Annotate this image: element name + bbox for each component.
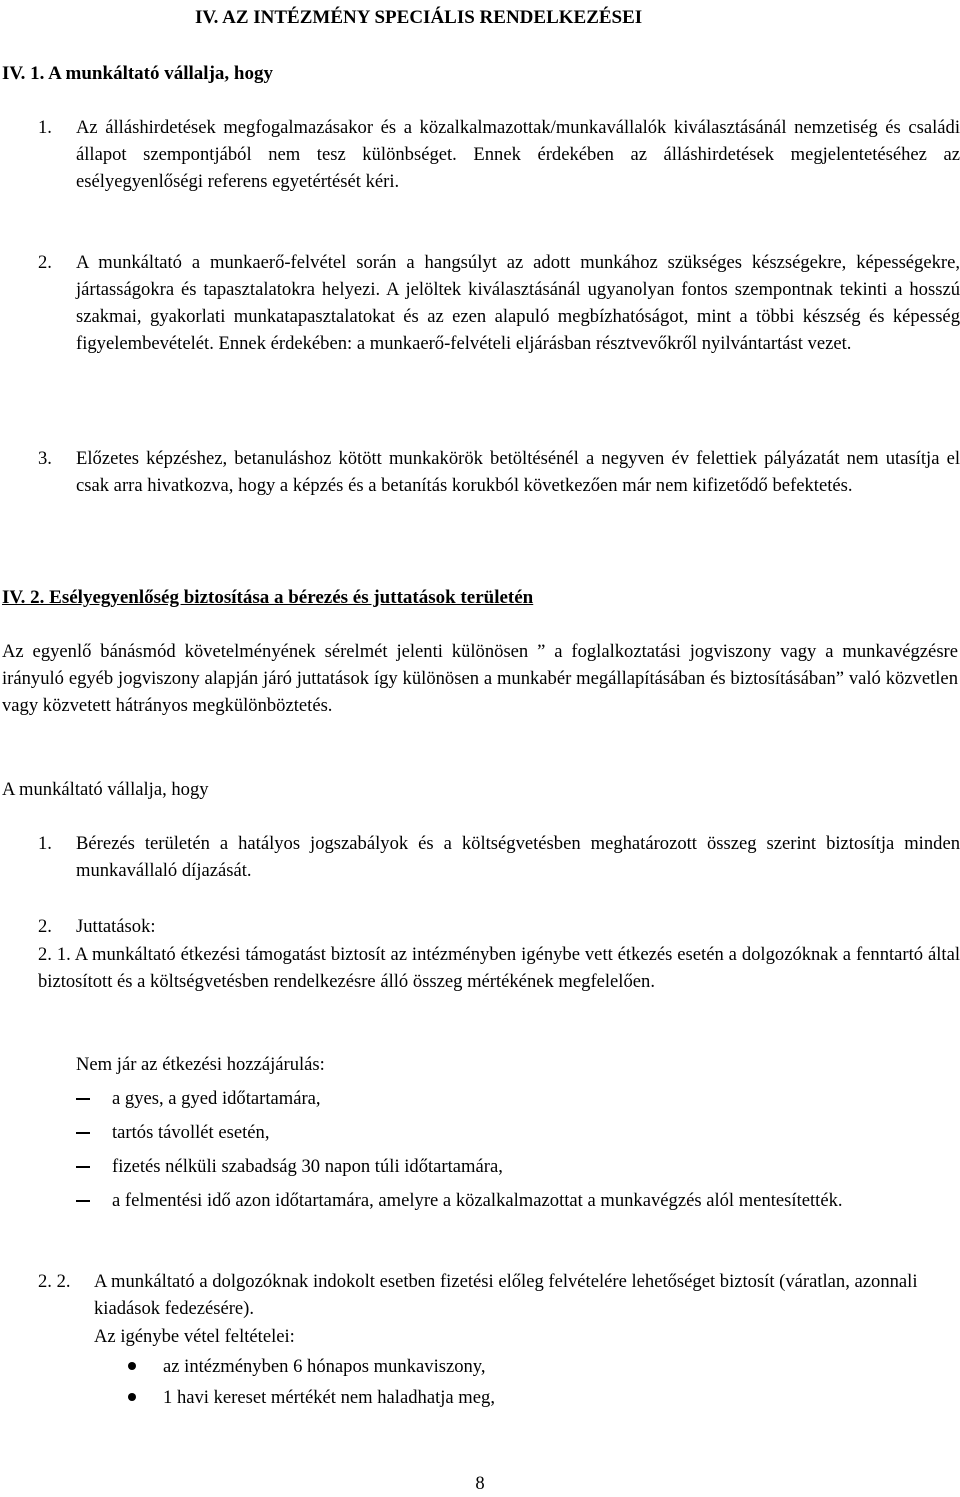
dash-list-item: [76, 1119, 960, 1146]
bullet-list: [125, 1353, 925, 1411]
item-text: A munkáltató a munkaerő-felvétel során a hangsúlyt az adott munkához szükséges készségekre, képességekre, jártasságokra és tapasztalatokra helyezi. A jelöltek kiválasztásánál ugyanolyan fontos szempontnak tekinti a hosszú szakmai, gyakorlati munkatapasztalatokat és az ezen alapuló megbízhatóságot, mint a többi készség és képesség figyelembevételét. Ennek érdekében: a munkaerő-felvételi eljárásban résztvevőkről nyilvántartást vezet.: [76, 252, 960, 354]
dash-list-item: [76, 1153, 960, 1180]
feltetelek-heading: Az igénybe vétel feltételei:: [94, 1326, 295, 1347]
subitem-number: 2. 1.: [38, 944, 71, 965]
dash-icon: [76, 1119, 112, 1146]
item-number: 3.: [38, 448, 52, 469]
bullet-item-text: 1 havi kereset mértékét nem haladhatja meg,: [163, 1387, 495, 1408]
nem-jar-heading: Nem jár az étkezési hozzájárulás:: [76, 1054, 325, 1075]
intro-paragraph: Az egyenlő bánásmód követelményének sérelmét jelenti különösen ” a foglalkoztatási jogviszony vagy a munkavégzésre irányuló egyéb jogviszony alapján járó juttatások így különösen a munkabér megállapításában és biztosításában” való közvetlen vagy közvetett hátrányos megkülönböztetés.: [2, 641, 958, 716]
subitem-2-2: [38, 1268, 918, 1322]
dash-list: [76, 1085, 960, 1214]
bullet-list-item: [125, 1353, 925, 1380]
bullet-icon: [125, 1384, 163, 1411]
document-title: IV. AZ INTÉZMÉNY SPECIÁLIS RENDELKEZÉSEI: [195, 7, 643, 28]
dash-icon: [76, 1187, 112, 1214]
bullet-icon: [125, 1353, 163, 1380]
section-heading-2: [2, 584, 533, 611]
dash-icon: [76, 1153, 112, 1180]
page-number: 8: [475, 1473, 485, 1494]
dash-icon: [76, 1085, 112, 1112]
list-item: [38, 830, 960, 884]
list-item: [38, 913, 960, 940]
item-number: 1.: [38, 833, 52, 854]
vallalja-line: A munkáltató vállalja, hogy: [2, 779, 209, 800]
dash-item-text: a felmentési idő azon időtartamára, amelyre a közalkalmazottat a munkavégzés alól mentesítették.: [112, 1190, 843, 1211]
item-text: Előzetes képzéshez, betanuláshoz kötött munkakörök betöltésénél a negyven év felettiek pályázatát nem utasítja el csak arra hivatkozva, hogy a képzés és a betanítás korukból következően már nem kifizetődő befektetés.: [76, 448, 960, 496]
subitem-text: A munkáltató a dolgozóknak indokolt esetben fizetési előleg felvételére lehetőséget biztosít (váratlan, azonnali kiadások fedezésére).: [94, 1271, 918, 1319]
dash-list-item: [76, 1187, 960, 1214]
bullet-list-item: [125, 1384, 925, 1411]
subitem-text: A munkáltató étkezési támogatást biztosít az intézményben igénybe vett étkezés esetén a dolgozóknak a fenntartó által biztosított és a költségvetésben rendelkezésre álló összeg mértékének megfelelően.: [38, 944, 960, 992]
subitem-2-2-row: [38, 1268, 918, 1322]
list-item: [38, 114, 960, 195]
item-text: Bérezés területén a hatályos jogszabályok és a költségvetésben meghatározott összeg szerint biztosítja minden munkavállaló díjazását.: [76, 833, 960, 881]
section-heading-1: IV. 1. A munkáltató vállalja, hogy: [2, 63, 273, 84]
item-number: 2.: [38, 916, 52, 937]
subitem-2-1: [38, 941, 960, 995]
item-number: 2.: [38, 252, 52, 273]
item-text: Juttatások:: [76, 916, 156, 937]
section-heading-2-text: IV. 2. Esélyegyenlőség biztosítása a bérezés és juttatások területén: [2, 587, 534, 608]
item-text: Az álláshirdetések megfogalmazásakor és a közalkalmazottak/munkavállalók kiválasztásánál nemzetiség és családi állapot szempontjából nem tesz különbséget. Ennek érdekében az álláshirdetések megjelentetéséhez az esélyegyenlőségi referens egyetértését kéri.: [76, 117, 960, 192]
item-number: 1.: [38, 117, 52, 138]
bullet-item-text: az intézményben 6 hónapos munkaviszony,: [163, 1356, 486, 1377]
dash-item-text: tartós távollét esetén,: [112, 1122, 270, 1143]
list-item: [38, 249, 960, 357]
subitem-number: 2. 2.: [38, 1271, 71, 1292]
dash-item-text: fizetés nélküli szabadság 30 napon túli időtartamára,: [112, 1156, 503, 1177]
dash-list-item: [76, 1085, 960, 1112]
dash-item-text: a gyes, a gyed időtartamára,: [112, 1088, 321, 1109]
list-item: [38, 445, 960, 499]
